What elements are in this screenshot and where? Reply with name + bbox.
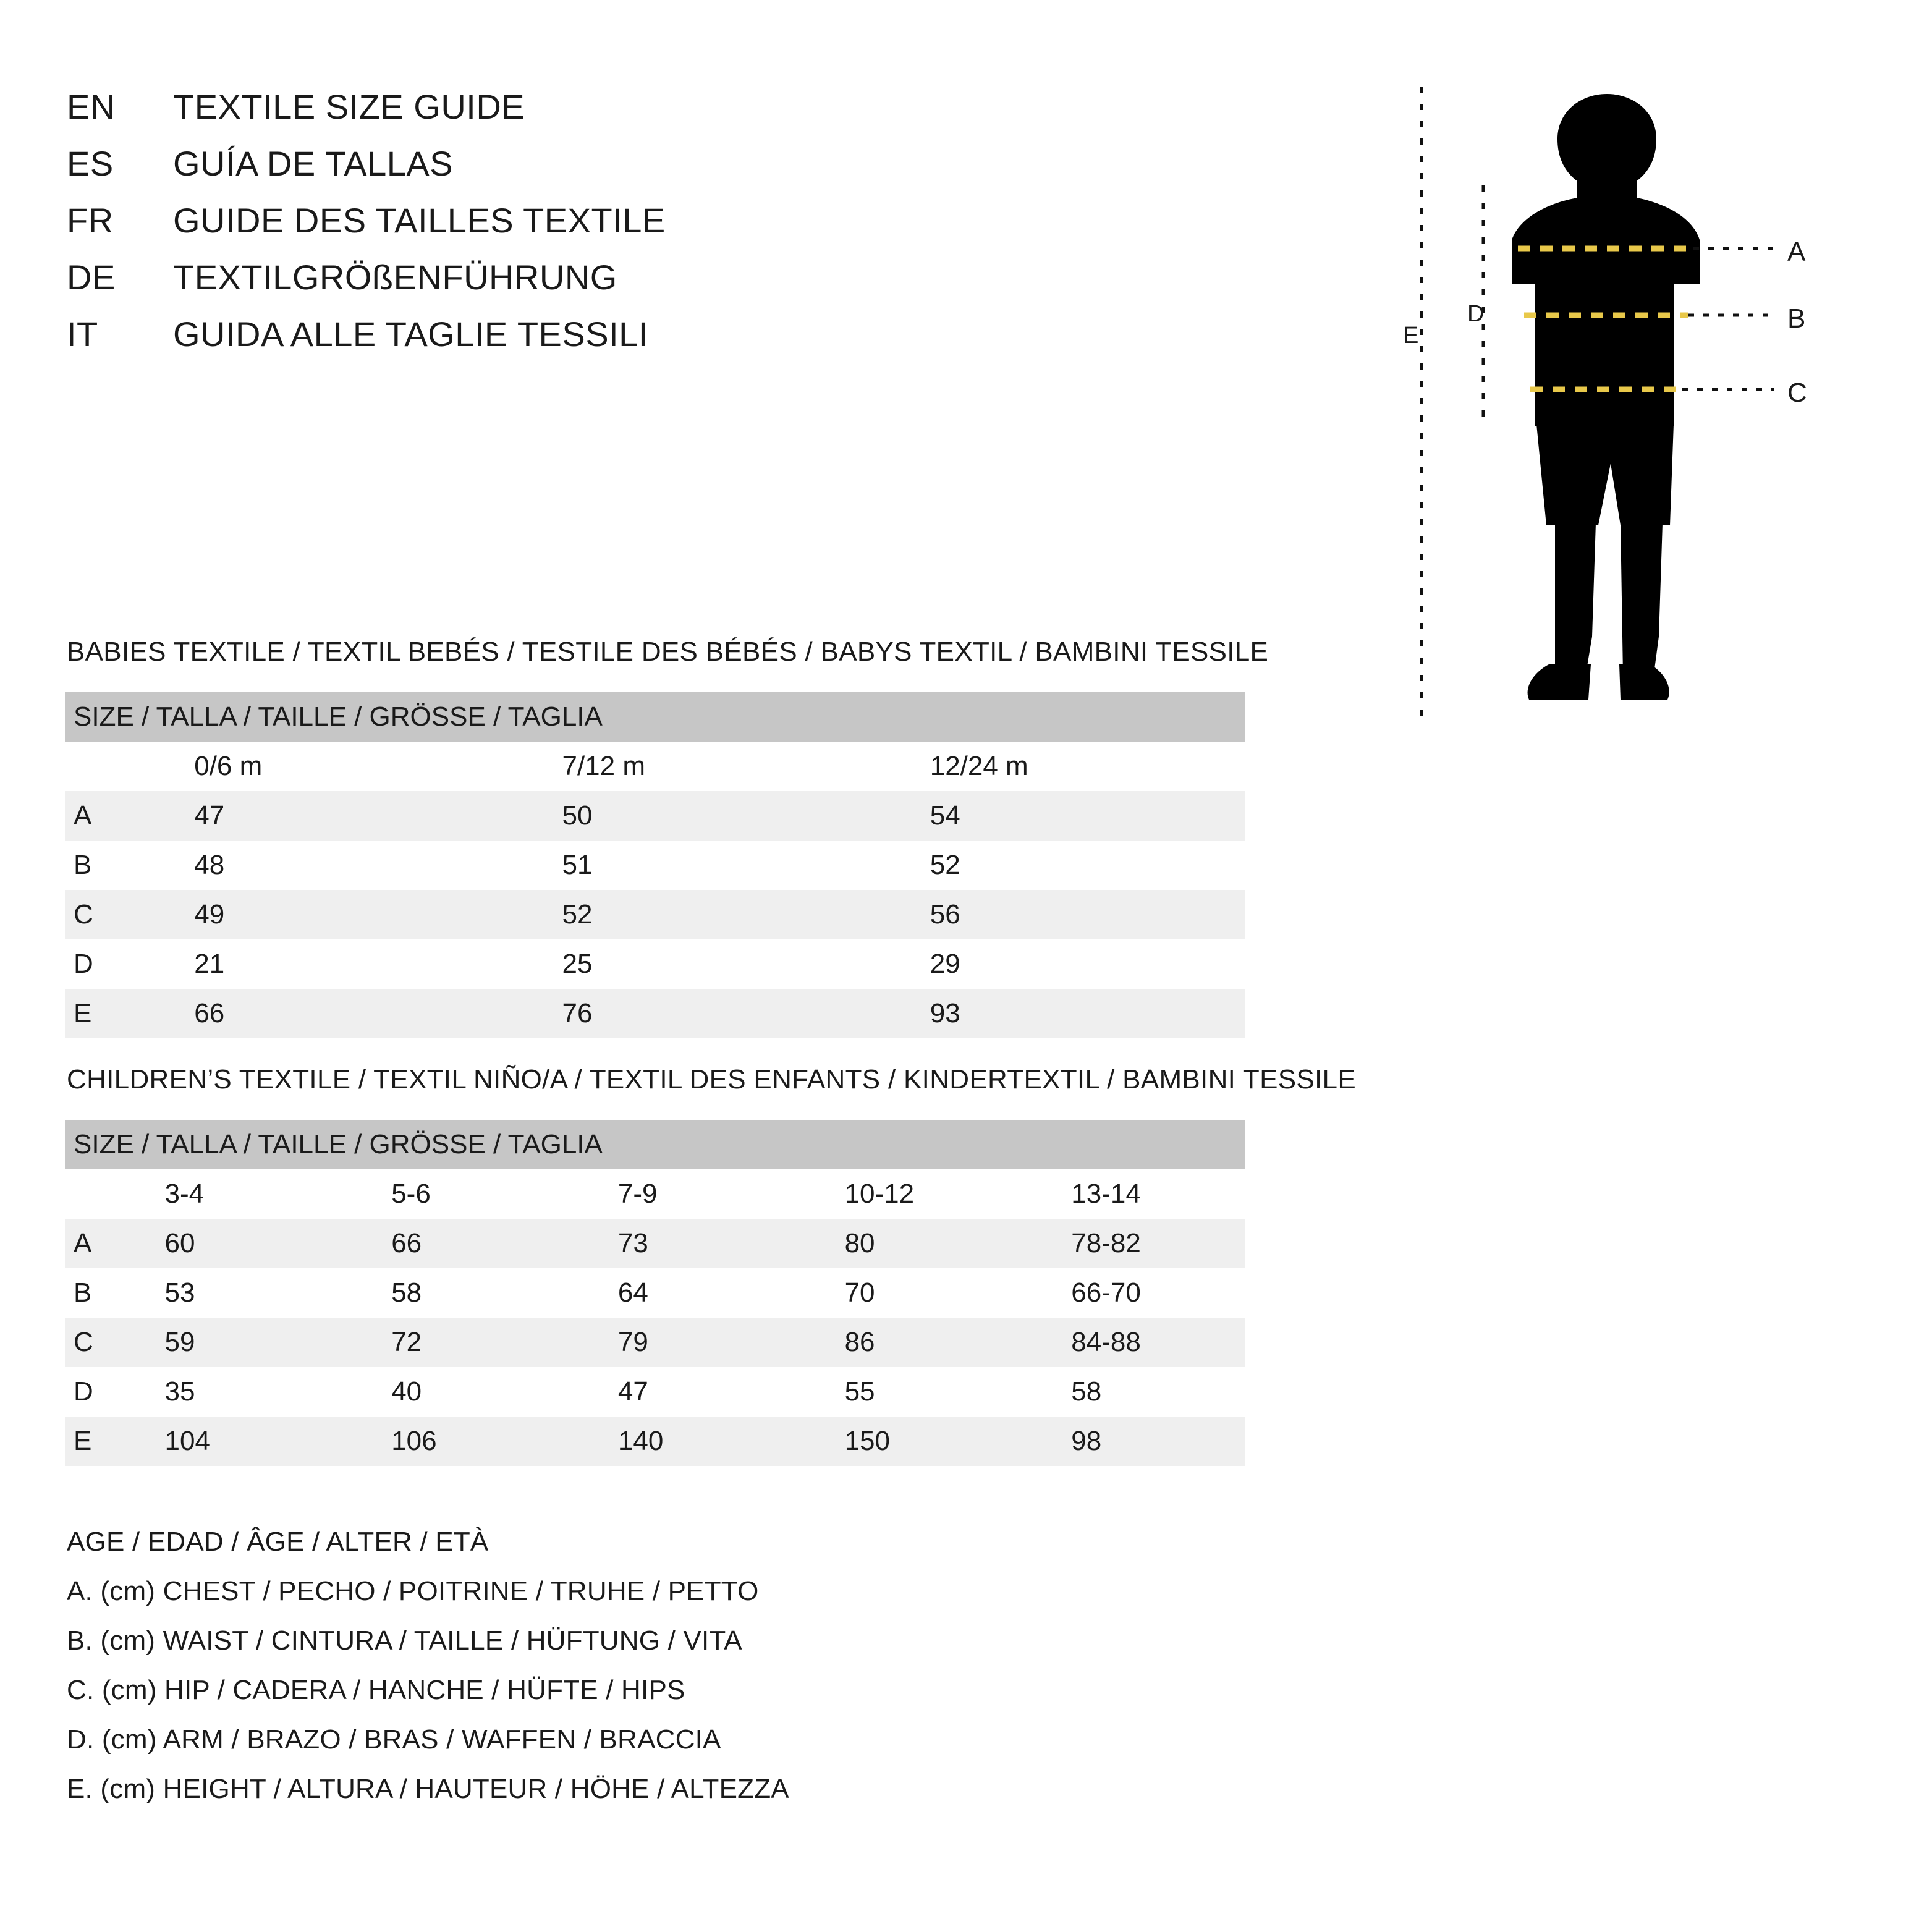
cell: 21: [142, 939, 509, 989]
table-row: [65, 1268, 1245, 1318]
language-title: GUÍA DE TALLAS: [173, 144, 454, 183]
language-title: GUIDE DES TAILLES TEXTILE: [173, 201, 666, 240]
cell: 73: [566, 1219, 792, 1268]
table-row: [65, 1417, 1245, 1466]
language-row: [67, 314, 1241, 371]
column-header: 5-6: [339, 1169, 566, 1219]
legend-item: A. (cm) CHEST / PECHO / POITRINE / TRUHE / PETTO: [67, 1576, 759, 1606]
cell: 150: [792, 1417, 1019, 1466]
language-code: FR: [67, 201, 114, 240]
cell: 51: [509, 841, 877, 890]
table-header-row: [65, 692, 1245, 742]
language-title: TEXTILGRÖßENFÜHRUNG: [173, 258, 617, 297]
language-code: ES: [67, 144, 114, 183]
cell: 80: [792, 1219, 1019, 1268]
row-label: D: [65, 1367, 112, 1417]
cell: 25: [509, 939, 877, 989]
row-label: E: [65, 989, 142, 1038]
cell: 66: [339, 1219, 566, 1268]
legend-item: B. (cm) WAIST / CINTURA / TAILLE / HÜFTUNG / VITA: [67, 1625, 742, 1656]
language-title: GUIDA ALLE TAGLIE TESSILI: [173, 315, 648, 354]
figure-marker-a: A: [1787, 237, 1806, 267]
row-label: B: [65, 841, 142, 890]
cell: 93: [878, 989, 1245, 1038]
cell: 35: [112, 1367, 339, 1417]
children-section-heading: CHILDREN’S TEXTILE / TEXTIL NIÑO/A / TEXTIL DES ENFANTS / KINDERTEXTIL / BAMBINI TESSILE: [67, 1064, 1356, 1095]
row-label: B: [65, 1268, 112, 1318]
row-label: A: [65, 1219, 112, 1268]
language-title: TEXTILE SIZE GUIDE: [173, 87, 525, 126]
cell: 47: [142, 791, 509, 841]
cell: 78-82: [1019, 1219, 1245, 1268]
language-row: [67, 143, 1241, 200]
column-header: 10-12: [792, 1169, 1019, 1219]
children-size-table: [65, 1120, 1245, 1466]
cell: 106: [339, 1417, 566, 1466]
table-row: [65, 841, 1245, 890]
cell: 60: [112, 1219, 339, 1268]
cell: 79: [566, 1318, 792, 1367]
figure-marker-b: B: [1787, 303, 1806, 334]
table-row: [65, 1219, 1245, 1268]
column-header: 13-14: [1019, 1169, 1245, 1219]
cell: 70: [792, 1268, 1019, 1318]
cell: 104: [112, 1417, 339, 1466]
language-code: DE: [67, 258, 116, 297]
table-header-row: [65, 1120, 1245, 1169]
cell: 84-88: [1019, 1318, 1245, 1367]
cell: 59: [112, 1318, 339, 1367]
cell: 66-70: [1019, 1268, 1245, 1318]
figure-marker-c: C: [1787, 378, 1807, 408]
cell: 48: [142, 841, 509, 890]
row-label: E: [65, 1417, 112, 1466]
language-row: [67, 87, 1241, 143]
column-header: 0/6 m: [142, 742, 509, 791]
legend-item: E. (cm) HEIGHT / ALTURA / HAUTEUR / HÖHE / ALTEZZA: [67, 1774, 789, 1804]
cell: 40: [339, 1367, 566, 1417]
cell: 86: [792, 1318, 1019, 1367]
legend-item: D. (cm) ARM / BRAZO / BRAS / WAFFEN / BRACCIA: [67, 1724, 721, 1755]
child-silhouette: [1512, 94, 1700, 700]
table-row: [65, 989, 1245, 1038]
column-header: 7/12 m: [509, 742, 877, 791]
cell: 56: [878, 890, 1245, 939]
cell: 55: [792, 1367, 1019, 1417]
language-row: [67, 200, 1241, 257]
table-row: [65, 1367, 1245, 1417]
cell: 58: [339, 1268, 566, 1318]
size-header-label: SIZE / TALLA / TAILLE / GRÖSSE / TAGLIA: [65, 692, 1245, 742]
cell: 66: [142, 989, 509, 1038]
cell: 76: [509, 989, 877, 1038]
cell: 98: [1019, 1417, 1245, 1466]
size-header-label: SIZE / TALLA / TAILLE / GRÖSSE / TAGLIA: [65, 1120, 1245, 1169]
language-code: EN: [67, 87, 116, 126]
figure-marker-e: E: [1403, 323, 1419, 349]
row-label: C: [65, 890, 142, 939]
figure-marker-d: D: [1467, 301, 1485, 327]
table-row: [65, 890, 1245, 939]
measurement-figure: [1403, 80, 1885, 760]
column-header-row: [65, 742, 1245, 791]
legend-item: AGE / EDAD / ÂGE / ALTER / ETÀ: [67, 1527, 489, 1557]
column-header: 3-4: [112, 1169, 339, 1219]
column-header: 7-9: [566, 1169, 792, 1219]
cell: 47: [566, 1367, 792, 1417]
legend-item: C. (cm) HIP / CADERA / HANCHE / HÜFTE / HIPS: [67, 1675, 685, 1705]
cell: 72: [339, 1318, 566, 1367]
cell: 50: [509, 791, 877, 841]
language-title-list: [67, 87, 1241, 371]
language-code: IT: [67, 315, 98, 354]
row-label: C: [65, 1318, 112, 1367]
babies-section-heading: BABIES TEXTILE / TEXTIL BEBÉS / TESTILE DES BÉBÉS / BABYS TEXTIL / BAMBINI TESSILE: [67, 637, 1269, 667]
cell: 52: [509, 890, 877, 939]
cell: 140: [566, 1417, 792, 1466]
column-header: 12/24 m: [878, 742, 1245, 791]
babies-size-table: [65, 692, 1245, 1038]
language-row: [67, 257, 1241, 314]
row-label: A: [65, 791, 142, 841]
cell: 64: [566, 1268, 792, 1318]
corner-cell: [65, 1169, 112, 1219]
cell: 52: [878, 841, 1245, 890]
legend-list: [67, 1527, 1303, 1823]
table-row: [65, 791, 1245, 841]
row-label: D: [65, 939, 142, 989]
cell: 58: [1019, 1367, 1245, 1417]
cell: 49: [142, 890, 509, 939]
cell: 54: [878, 791, 1245, 841]
column-header-row: [65, 1169, 1245, 1219]
table-row: [65, 939, 1245, 989]
table-row: [65, 1318, 1245, 1367]
corner-cell: [65, 742, 142, 791]
cell: 29: [878, 939, 1245, 989]
cell: 53: [112, 1268, 339, 1318]
